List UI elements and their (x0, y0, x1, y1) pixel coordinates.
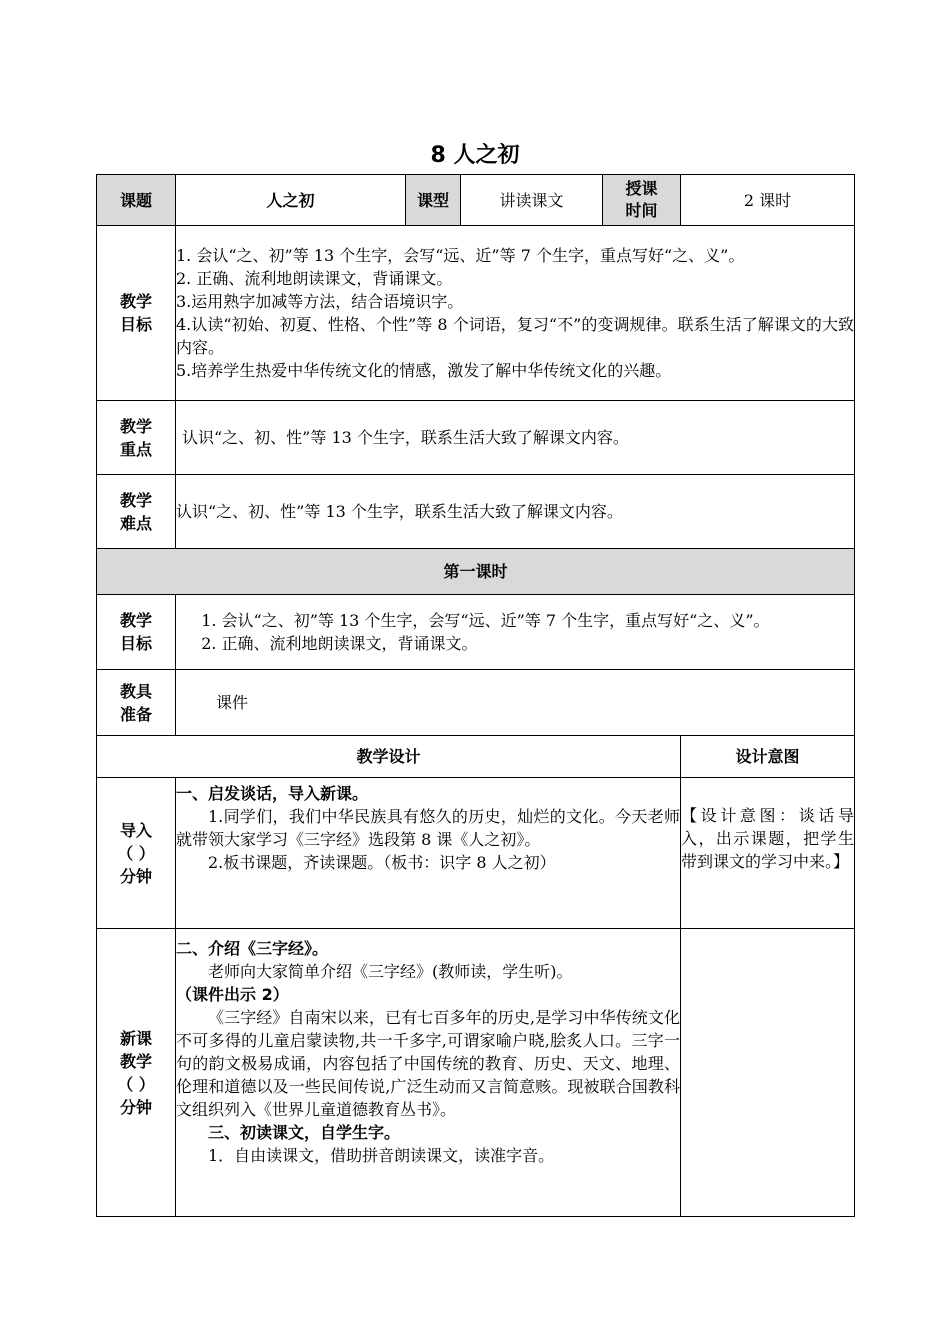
new-lesson-label: 新课教学（ ）分钟 (97, 929, 176, 1217)
lesson1-heading: 第一课时 (97, 549, 855, 595)
intro-label: 导入（ ）分钟 (97, 778, 176, 929)
lesson1-goals-content (176, 595, 855, 670)
new-lesson-content (176, 929, 681, 1217)
new-paragraph: 《三字经》自南宋以来，已有七百多年的历史,是学习中华传统文化不可多得的儿童启蒙读物,共一千多字,可谓家喻户晓,脍炙人口。三字一句的韵文极易成诵，内容包括了中国传统的教育、历史、天文、地理、伦理和道德以及一些民间传说,广泛生动而又言简意赅。现被联合国教科文组织列入《世界儿童道德教育丛书》。 (176, 1008, 680, 1119)
intro-row (97, 778, 855, 929)
goals-content (176, 226, 855, 401)
topic-value: 人之初 (176, 175, 406, 226)
new-courseware: （课件出示 2） (176, 985, 289, 1004)
lesson-plan-table (96, 174, 855, 1217)
key-points-text: 认识“之、初、性”等 13 个生字，联系生活大致了解课文内容。 (176, 401, 855, 475)
type-value: 讲读课文 (461, 175, 603, 226)
difficulties-row (97, 475, 855, 549)
intro-heading: 一、启发谈话，导入新课。 (176, 784, 369, 803)
goal-item: 3.运用熟字加减等方法，结合语境识字。 (176, 292, 464, 311)
lesson1-tools-row (97, 670, 855, 736)
new-heading: 二、介绍《三字经》。 (176, 939, 329, 958)
goals-row (97, 226, 855, 401)
lesson1-goals-label: 教学目标 (97, 595, 176, 670)
key-points-row (97, 401, 855, 475)
lesson1-heading-row (97, 549, 855, 595)
new-paragraph: 老师向大家简单介绍《三字经》(教师读，学生听)。 (208, 962, 573, 981)
hours-value: 2 课时 (681, 175, 855, 226)
goal-item: 5.培养学生热爱中华传统文化的情感，激发了解中华传统文化的兴趣。 (176, 361, 672, 380)
goals-label: 教学目标 (97, 226, 176, 401)
goal-item: 2. 正确、流利地朗读课文，背诵课文。 (176, 269, 453, 288)
page-title: 8 人之初 (430, 143, 520, 168)
design-header-row (97, 736, 855, 778)
lesson1-goals-row (97, 595, 855, 670)
key-points-label: 教学重点 (97, 401, 176, 475)
goal-item: 2. 正确、流利地朗读课文，背诵课文。 (201, 634, 478, 653)
design-label: 教学设计 (97, 736, 681, 778)
difficulties-text: 认识“之、初、性”等 13 个生字，联系生活大致了解课文内容。 (176, 475, 855, 549)
intent-label: 设计意图 (681, 736, 855, 778)
time-label: 授课时间 (603, 175, 681, 226)
difficulties-label: 教学难点 (97, 475, 176, 549)
lesson1-tools-text: 课件 (176, 670, 855, 736)
intro-paragraph: 2.板书课题，齐读课题。（板书：识字 8 人之初） (208, 853, 556, 872)
header-row (97, 175, 855, 226)
type-label: 课型 (406, 175, 461, 226)
lesson1-tools-label: 教具准备 (97, 670, 176, 736)
goal-item: 1. 会认“之、初”等 13 个生字，会写“远、近”等 7 个生字，重点写好“之、义”。 (176, 246, 745, 265)
new-lesson-intent (681, 929, 855, 1217)
intro-paragraph: 1.同学们，我们中华民族具有悠久的历史，灿烂的文化。今天老师就带领大家学习《三字经》选段第 8 课《人之初》。 (176, 807, 680, 849)
intro-content (176, 778, 681, 929)
new-heading2: 三、初读课文，自学生字。 (208, 1123, 401, 1142)
new-paragraph: 1．自由读课文，借助拼音朗读课文，读准字音。 (208, 1146, 555, 1165)
topic-label: 课题 (97, 175, 176, 226)
goal-item: 1. 会认“之、初”等 13 个生字，会写“远、近”等 7 个生字，重点写好“之、义”。 (201, 611, 770, 630)
intro-intent: 【设计意图：谈话导入，出示课题，把学生带到课文的学习中来。】 (681, 778, 855, 929)
new-lesson-row (97, 929, 855, 1217)
goal-item: 4.认读“初始、初夏、性格、个性”等 8 个词语，复习“不”的变调规律。联系生活了解课文的大致内容。 (176, 315, 854, 357)
